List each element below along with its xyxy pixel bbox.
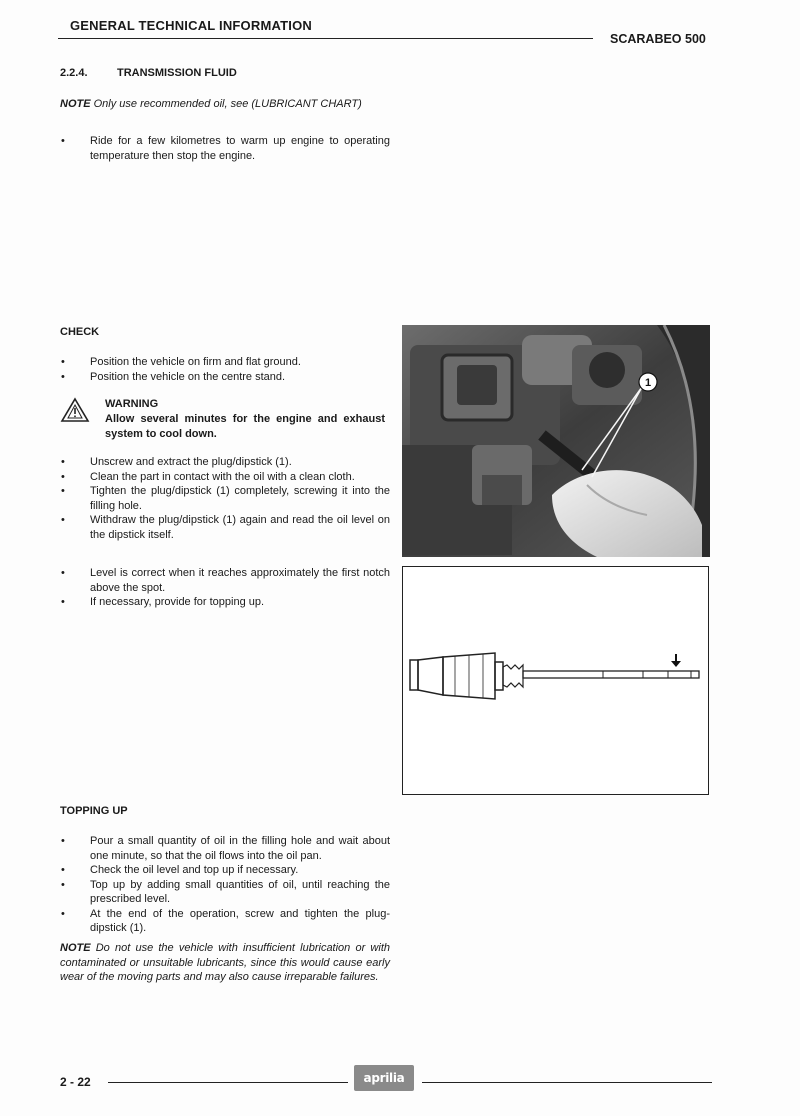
aprilia-logo: aprilia xyxy=(354,1065,414,1091)
list-item: • Pour a small quantity of oil in the filling hole and wait about one minute, so that the oil flows into the oil pan. xyxy=(60,834,390,863)
lubricant-note xyxy=(60,97,390,112)
footer-rule-left xyxy=(108,1082,348,1083)
check-bullets-c xyxy=(60,566,390,610)
header-title: GENERAL TECHNICAL INFORMATION xyxy=(70,18,312,33)
header-model: SCARABEO 500 xyxy=(610,32,706,46)
section-number: 2.2.4. xyxy=(60,67,88,79)
check-bullets-b xyxy=(60,455,390,542)
list-item: • If necessary, provide for topping up. xyxy=(60,595,390,610)
engine-photo-illustration xyxy=(402,325,710,557)
list-item: • Position the vehicle on firm and flat ground. xyxy=(60,355,390,370)
header-rule xyxy=(58,38,593,39)
list-item: • Unscrew and extract the plug/dipstick (1). xyxy=(60,455,390,470)
dipstick-photo xyxy=(402,325,710,557)
list-item: • Ride for a few kilometres to warm up engine to operating temperature then stop the engine. xyxy=(60,134,390,163)
dipstick-drawing xyxy=(403,567,707,793)
list-item: • Withdraw the plug/dipstick (1) again and read the oil level on the dipstick itself. xyxy=(60,513,390,542)
section-title: TRANSMISSION FLUID xyxy=(117,67,237,79)
footer-rule-right xyxy=(422,1082,712,1083)
dipstick-diagram xyxy=(402,566,709,795)
note-text: Do not use the vehicle with insufficient lubrication or with contaminated or unsuitable lubricants, since this would cause early wear of the moving parts and may also cause irreparable failures. xyxy=(60,942,390,983)
topping-up-heading: TOPPING UP xyxy=(60,805,128,817)
list-item: • At the end of the operation, screw and tighten the plug-dipstick (1). xyxy=(60,907,390,936)
list-item: • Tighten the plug/dipstick (1) completely, screwing it into the filling hole. xyxy=(60,484,390,513)
list-item: • Clean the part in contact with the oil with a clean cloth. xyxy=(60,470,390,485)
warning-title: WARNING xyxy=(105,398,159,410)
list-item: • Level is correct when it reaches approximately the first notch above the spot. xyxy=(60,566,390,595)
warning-text: Allow several minutes for the engine and exhaust system to cool down. xyxy=(105,413,385,440)
list-item: • Position the vehicle on the centre stand. xyxy=(60,370,390,385)
list-item: • Top up by adding small quantities of oil, until reaching the prescribed level. xyxy=(60,878,390,907)
page-number: 2 - 22 xyxy=(60,1075,91,1089)
intro-bullets xyxy=(60,134,390,163)
check-heading: CHECK xyxy=(60,326,100,338)
photo-callout-label: 1 xyxy=(644,377,652,389)
note-text: Only use recommended oil, see (LUBRICANT CHART) xyxy=(90,98,362,110)
warning-triangle-icon xyxy=(60,397,90,423)
note-label: NOTE xyxy=(60,942,91,954)
lubrication-note xyxy=(60,941,390,985)
note-label: NOTE xyxy=(60,98,91,110)
check-bullets-a xyxy=(60,355,390,384)
list-item: • Check the oil level and top up if necessary. xyxy=(60,863,390,878)
topping-up-bullets xyxy=(60,834,390,936)
